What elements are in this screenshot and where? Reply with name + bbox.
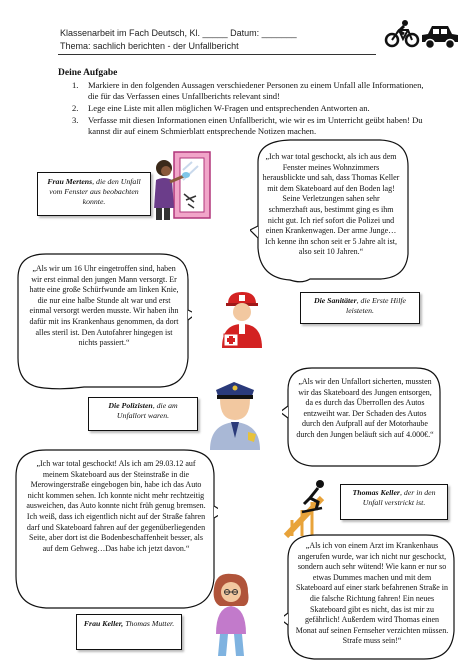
statement-sanitaeter: „Als wir um 16 Uhr eingetroffen sind, haben wir erst einmal den jungen Mann versorgt. Er hatte eine große Schürfwunde am linken Knie, die nur eine halbe Stunde alt war und erst einmal versorgt werden musste. Wir haben ihn dafür mit ins Krankenhaus genommen, da dort alles steril ist. Den Autofahrer hingegen ist nichts passiert.“: [29, 264, 179, 348]
caption-box-mutter: [76, 614, 182, 650]
woman-cleaning-window-icon: [150, 150, 212, 222]
caption-text: , der in den Unfall verstrickt ist.: [362, 488, 436, 507]
task-number: 2.: [72, 103, 79, 113]
task-text: Lege eine Liste mit allen möglichen W-Fragen und entsprechenden Antworten an.: [88, 103, 370, 113]
header-line-1: Klassenarbeit im Fach Deutsch, Kl. _____ Datum: _______: [60, 28, 297, 38]
task-title: Deine Aufgabe: [58, 68, 118, 78]
police-officer-icon: [204, 376, 266, 452]
caption-name: Die Sanitäter: [313, 296, 357, 305]
caption-box-sanitaeter: [300, 292, 420, 324]
task-number: 1.: [72, 80, 79, 90]
caption-box-mertens: [37, 172, 151, 216]
task-text: Verfasse mit diesen Informationen einen Unfallbericht, wie wir es im Unterricht geübt haben! Du kannst dir auf einem Schmierblatt entsprechende Notizen machen.: [88, 115, 423, 137]
caption-box-thomas: [340, 484, 448, 520]
task-text: Markiere in den folgenden Aussagen verschiedener Personen zu einem Unfall alle Informationen, die für das Verfassen eines Unfallberichts relevant sind!: [88, 80, 424, 102]
caption-text: , die am Unfallort waren.: [116, 401, 178, 420]
caption-text: Thomas Mutter.: [123, 619, 175, 628]
caption-sanitaeter: [301, 293, 419, 316]
caption-mutter: [77, 615, 181, 629]
caption-name: Thomas Keller: [352, 488, 400, 497]
header-line-2: Thema: sachlich berichten - der Unfallbericht: [60, 41, 239, 51]
statement-mutter: „Als ich von einem Arzt im Krankenhaus angerufen wurde, war ich nicht nur geschockt, sondern auch sehr wütend! Wie kann er nur so etwas Dummes machen und mit dem Skateboard auf einer stark befahrenen Straße in die falsche Richtung fahren! Ein neues Skateboard gibt es nicht, das ist mir zu gefährlich! Außerdem wird Thomas einen Monat auf seinen Fernseher verzichten müssen. Strafe muss sein!“: [295, 541, 449, 646]
caption-name: Die Polizisten: [108, 401, 153, 410]
skateboarder-icon: [282, 476, 338, 540]
caption-thomas: [341, 485, 447, 508]
caption-box-polizisten: [88, 397, 198, 431]
caption-mertens: [38, 173, 150, 207]
task-number: 3.: [72, 115, 79, 125]
caption-name: Frau Mertens: [47, 177, 93, 186]
caption-text: , die den Unfall vom Fenster aus beobachten konnte.: [49, 177, 141, 206]
caption-name: Frau Keller,: [83, 619, 124, 628]
car-icon: [420, 22, 460, 50]
caption-polizisten: [89, 398, 197, 421]
statement-mertens: „Ich war total geschockt, als ich aus dem Fenster meines Wohnzimmers herausblickte und sah, dass Thomas Keller mit dem Skateboard auf den Boden lag! Seine Verletzungen sahen sehr schmerzhaft aus, bestimmt ging es ihm nicht gut. Ich rief sofort die Polizei und einen Krankenwagen. Der arme Junge…Ich kenne ihn schon seit er 5 Jahre alt ist, also seit 10 Jahren.“: [262, 152, 400, 257]
cyclist-icon: [384, 20, 420, 48]
statement-thomas: „Ich war total geschockt! Als ich am 29.03.12 auf meinem Skateboard aus der Steinstraße in die Merowingerstraße eingebogen bin, habe ich das Auto nicht kommen sehen. Ich konnte nicht mehr rechtzeitig ausweichen, das Auto konnte nicht früh genug bremsen. Ich weiß, dass ich eigentlich nicht auf der Straße fahren darf und Skateboard fahren auf der gegenüberliegenden Seite, aber dort ist die Bodenbeschaffenheit besser, als auf dem Gehweg…Das habe ich jetzt davon.“: [26, 459, 206, 553]
header-divider: [58, 54, 376, 55]
caption-text: , die Erste Hilfe leisteten.: [346, 296, 407, 315]
paramedic-icon: [218, 290, 266, 352]
statement-polizisten: „Als wir den Unfallort sicherten, mussten wir das Skateboard des Jungen entsorgen, da es durch das Überrollen des Autos entzweiht war. Der Schaden des Autos durch den Aufprall auf der Motorhaube durch den Jungen beläuft sich auf 4.000€.“: [296, 377, 434, 439]
mother-icon: [204, 572, 258, 664]
